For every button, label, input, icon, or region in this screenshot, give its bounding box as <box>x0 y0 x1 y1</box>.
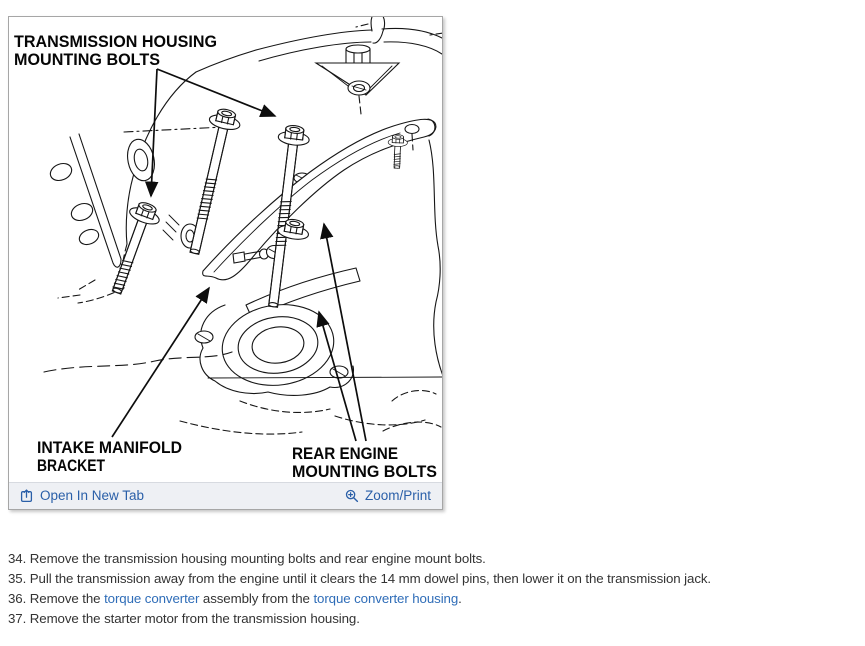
steps-list <box>8 549 711 629</box>
step-number: 35. <box>8 571 30 586</box>
step-number: 36. <box>8 591 30 606</box>
step-text: Pull the transmission away from the engine until it clears the 14 mm dowel pins, then lower it on the transmission jack. <box>29 571 712 586</box>
step-row <box>8 609 711 629</box>
zoom-print-label: Zoom/Print <box>364 488 431 504</box>
label-rear-engine-line1: REAR ENGINE <box>292 444 398 463</box>
inline-link[interactable]: torque converter <box>104 591 200 606</box>
diagram-toolbar <box>9 482 442 509</box>
step-text: Remove the transmission housing mounting bolts and rear engine mount bolts. <box>29 551 486 566</box>
leader-arrow-rear-1 <box>319 312 356 441</box>
step-text: . <box>458 591 462 606</box>
step-number: 34. <box>8 551 30 566</box>
open-in-new-tab-icon <box>20 489 34 503</box>
mounting-bolts-group <box>102 106 408 308</box>
leader-arrow-intake <box>112 288 209 437</box>
bolt-illustration <box>102 199 163 298</box>
inline-link[interactable]: torque converter housing <box>313 591 459 606</box>
label-rear-engine-line2: MOUNTING BOLTS <box>292 462 437 481</box>
step-row <box>8 549 711 569</box>
diagram-image <box>9 17 442 482</box>
open-in-new-tab-label: Open In New Tab <box>40 488 145 504</box>
engine-sketch-lines <box>44 17 442 434</box>
step-number: 37. <box>8 611 30 626</box>
step-text: Remove the starter motor from the transmission housing. <box>29 611 360 626</box>
label-intake-manifold-line1: INTAKE MANIFOLD <box>37 438 182 457</box>
step-text: Remove the <box>29 591 105 606</box>
step-row <box>8 569 711 589</box>
label-intake-manifold-line2: BRACKET <box>37 456 106 475</box>
engine-diagram-svg <box>9 17 442 482</box>
magnifier-plus-icon <box>345 489 359 503</box>
step-row <box>8 589 711 609</box>
label-transmission-housing-line1: TRANSMISSION HOUSING <box>14 32 217 51</box>
leader-arrow-transmission-1 <box>151 69 157 196</box>
zoom-print-button[interactable] <box>345 489 431 503</box>
open-in-new-tab-button[interactable] <box>20 489 144 503</box>
diagram-panel <box>8 16 443 510</box>
label-transmission-housing-line2: MOUNTING BOLTS <box>14 50 160 69</box>
step-text: assembly from the <box>199 591 314 606</box>
